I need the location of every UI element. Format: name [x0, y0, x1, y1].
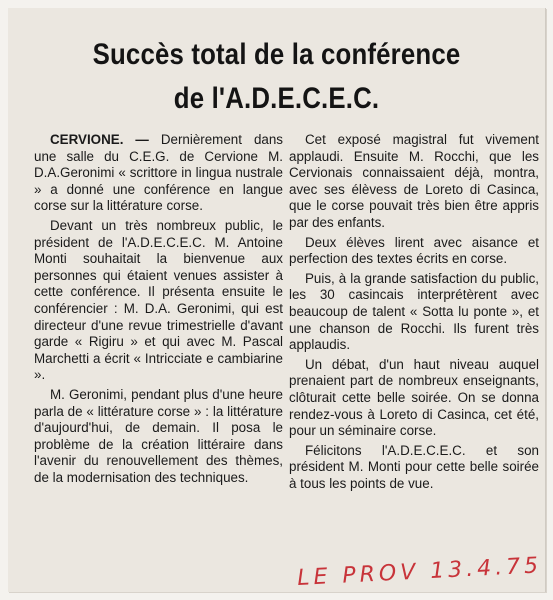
paragraph: M. Geronimi, pendant plus d'une heure parla de « littérature corse » : la littérature d'aujourd'hui, de demain. Il posa le problème de la création littéraire dans l'avenir du renouvellement des thèmes, de la modernisation des techniques. [34, 386, 283, 485]
dateline: CERVIONE. — [50, 132, 161, 147]
paragraph: Un débat, d'un haut niveau auquel prenaient part de nombreux enseignants, clôturait cette belle soirée. On se donna rendez-vous à Loreto di Casinca, cet été, pour un séminaire corse. [289, 356, 539, 439]
headline-line-1: Succès total de la conférence [92, 38, 461, 71]
headline-line-2: de l'A.D.E.C.E.C. [173, 82, 380, 115]
handwritten-source-annotation: LE PROV 13.4.75 [296, 553, 543, 591]
newspaper-clipping [8, 8, 546, 592]
paragraph: Devant un très nombreux public, le président de l'A.D.E.C.E.C. M. Antoine Monti souhaitait la bienvenue aux personnes qui étaient venues assister à cette conférence. Il présenta ensuite le conférencier : M. D.A. Geronimi, qui est directeur d'une revue trimestrielle d'avant garde « Rigiru » et qui avec M. Pascal Marchetti a écrit « Intricciate e cambiarine ». [34, 217, 283, 383]
paragraph [34, 132, 283, 215]
paragraph: Cet exposé magistral fut vivement applaudi. Ensuite M. Rocchi, que les Cervionais connaissaient déjà, montra, avec ses élèvess de Loreto di Casinca, que le corse pouvait très bien être appris par des enfants. [289, 132, 539, 230]
article-column-left [34, 132, 283, 489]
paragraph: Puis, à la grande satisfaction du public, les 30 casincais interprétèrent avec beaucoup de talent « Sotta lu ponte », et une chanson de Rocchi. Ils furent très applaudis. [289, 270, 539, 353]
paragraph-text: Dernièrement dans une salle du C.E.G. de Cervione M. D.A.Geronimi « scrittore in lingua nustrale » a donné une conférence en langue corse sur la littérature corse. [34, 132, 283, 214]
paragraph: Félicitons l'A.D.E.C.E.C. et son président M. Monti pour cette belle soirée à tous les points de vue. [289, 442, 539, 491]
article-column-right [289, 132, 539, 495]
paragraph: Deux élèves lirent avec aisance et perfection des textes écrits en corse. [289, 234, 539, 267]
